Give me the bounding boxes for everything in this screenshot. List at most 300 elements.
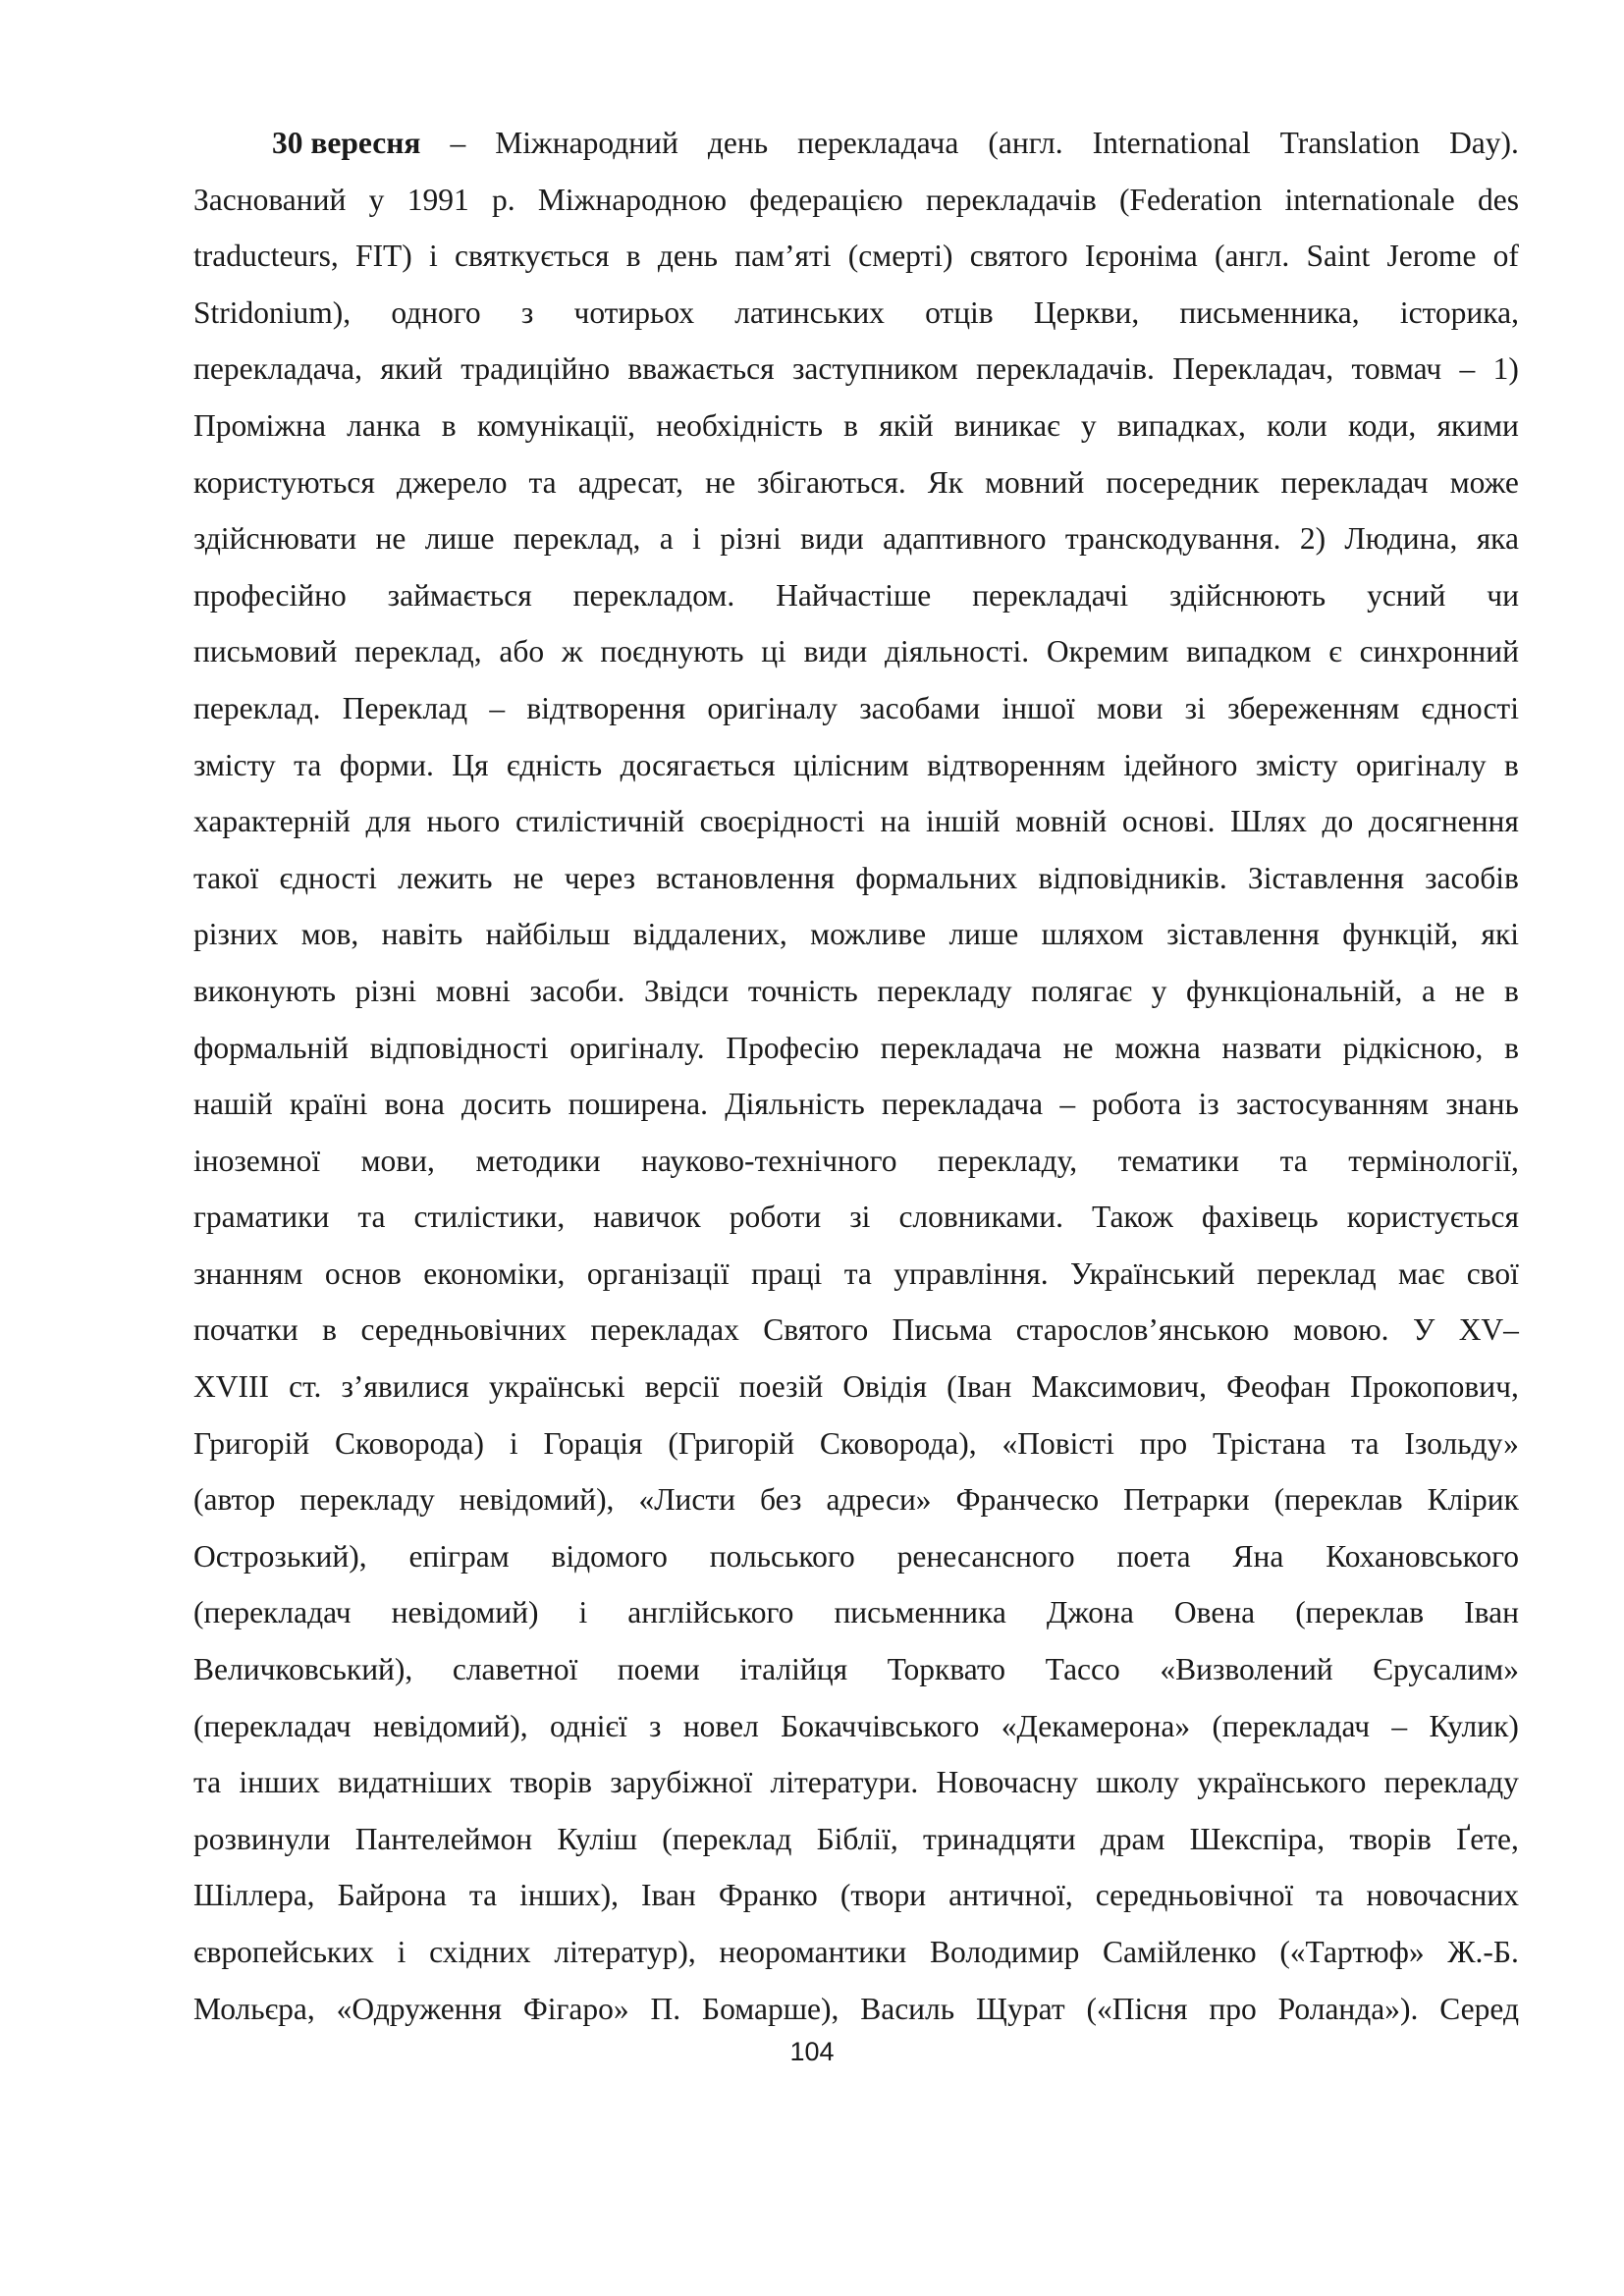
word: засоби. (529, 973, 625, 1008)
word: Іван (1464, 1595, 1519, 1630)
word: чи (1487, 577, 1519, 613)
word: про (1209, 1991, 1257, 2026)
word: італійця (739, 1652, 848, 1687)
word: Ґете, (1456, 1821, 1519, 1856)
word: українські (488, 1369, 625, 1405)
word: школу (1096, 1765, 1179, 1800)
word: поета (1116, 1538, 1191, 1574)
word: такої (193, 860, 259, 895)
text-line (193, 1076, 1519, 1133)
word: Сковорода) (334, 1425, 484, 1461)
text-line (193, 454, 1519, 511)
word: Біблії, (816, 1821, 898, 1856)
word: коли (1267, 407, 1327, 443)
word: здійснюють (1169, 577, 1326, 613)
word: ж (561, 634, 583, 669)
word: засобами (859, 690, 981, 725)
word: перекладачі (972, 577, 1129, 613)
word: (твори (839, 1878, 927, 1913)
word: до (1322, 804, 1354, 839)
word: of (1492, 239, 1519, 274)
body-text (193, 115, 1519, 2037)
word: (перекладач (193, 1708, 352, 1743)
word: (Federation (1119, 182, 1263, 217)
word: традиційно (460, 351, 611, 387)
word: письменника, (1179, 294, 1360, 330)
word: 1) (1492, 351, 1519, 387)
word: навичок (593, 1200, 701, 1235)
word: адресат, (577, 464, 684, 500)
word: Звідси (644, 973, 730, 1008)
word: не (705, 464, 735, 500)
word: переклад. (193, 690, 321, 725)
word: є (1328, 634, 1342, 669)
word: оригіналу (1355, 747, 1487, 782)
word: 2) (1299, 521, 1326, 557)
word: випадком (1186, 634, 1312, 669)
word: перекладачів (925, 182, 1097, 217)
word: найбільш (485, 917, 611, 952)
word: віддалених, (632, 917, 787, 952)
word: Заснований (193, 182, 347, 217)
word: види (803, 634, 868, 669)
word: Святого (763, 1312, 869, 1348)
word: des (1477, 182, 1519, 217)
word: та (843, 1255, 872, 1291)
word: нього (426, 804, 501, 839)
word: федерацією (749, 182, 903, 217)
word: не (375, 521, 406, 557)
word: єдності (279, 860, 377, 895)
word: полягає (1031, 973, 1133, 1008)
word: про (1139, 1425, 1188, 1461)
word: без (760, 1482, 802, 1518)
word: Фігаро» (522, 1991, 629, 2026)
text-line (193, 1811, 1519, 1868)
word: internationale (1284, 182, 1455, 217)
word: (Іван (947, 1369, 1012, 1405)
word: польського (709, 1538, 855, 1574)
word: «Одруження (336, 1991, 502, 2026)
word: застосуванням (1235, 1087, 1430, 1122)
text-line (193, 1981, 1519, 2038)
text-line (193, 341, 1519, 398)
word: граматики (193, 1200, 330, 1235)
word: досить (461, 1087, 552, 1122)
word: та (1316, 1878, 1344, 1913)
word: не (1062, 1030, 1094, 1065)
word: можна (1114, 1030, 1201, 1065)
word: невідомий), (459, 1482, 615, 1518)
word: Шлях (1230, 804, 1307, 839)
word: (автор (193, 1482, 276, 1518)
word: письмовий (193, 634, 338, 669)
word: праці (751, 1255, 823, 1291)
word: поеми (617, 1652, 700, 1687)
word: Окремим (1046, 634, 1169, 669)
word: або (499, 634, 545, 669)
word: займається (387, 577, 532, 613)
word: святого (969, 239, 1068, 274)
text-line (193, 285, 1519, 342)
word: користується (1346, 1200, 1519, 1235)
word: функцій, (1342, 917, 1459, 952)
word: чотирьох (573, 294, 695, 330)
word: Міжнародною (537, 182, 727, 217)
word: нашій (193, 1087, 273, 1122)
date-heading: 30 вересня (272, 126, 421, 160)
word: адреси» (826, 1482, 932, 1518)
word: У (1412, 1312, 1435, 1348)
word: Також (1091, 1200, 1173, 1235)
word: ренесансного (896, 1538, 1075, 1574)
word: Щурат (976, 1991, 1065, 2026)
word: день (707, 126, 769, 160)
word: різних (193, 917, 279, 952)
word: перекладач (1280, 464, 1429, 500)
word: Шекспіра, (1189, 1821, 1326, 1856)
word: тринадцяти (922, 1821, 1076, 1856)
word: зі (849, 1200, 871, 1235)
word: комунікації, (476, 407, 636, 443)
word: змісту (193, 747, 276, 782)
word: форми. (339, 747, 434, 782)
word: інших (239, 1765, 320, 1800)
word: Бомарше), (702, 1991, 839, 2026)
word: може (1449, 464, 1519, 500)
word: для (365, 804, 411, 839)
word: характерній (193, 804, 351, 839)
word: збереженням (1227, 690, 1400, 725)
word: Байрона (337, 1878, 447, 1913)
text-line (193, 1528, 1519, 1585)
word: формальній (193, 1030, 349, 1065)
word: фахівець (1201, 1200, 1319, 1235)
word: можливе (810, 917, 927, 952)
word: «Визволений (1160, 1652, 1333, 1687)
word: Франческо (955, 1482, 1100, 1518)
word: Письма (892, 1312, 993, 1348)
text-line (193, 567, 1519, 624)
word: Джона (1046, 1595, 1134, 1630)
word: у (368, 182, 385, 217)
word: Тассо (1045, 1652, 1120, 1687)
text-line (193, 623, 1519, 680)
word: перекладача, (193, 351, 363, 387)
word: відомого (551, 1538, 668, 1574)
word: ідейного (1123, 747, 1238, 782)
word: Торквато (887, 1652, 1006, 1687)
word: основі. (1121, 804, 1216, 839)
word: оригіналу. (569, 1030, 705, 1065)
word: середньовічної (1095, 1878, 1294, 1913)
word: – (450, 126, 466, 160)
word: ланка (347, 407, 421, 443)
word: види (800, 521, 864, 557)
word: поєднують (600, 634, 744, 669)
word: зіставлення (1166, 917, 1320, 952)
word: Овена (1173, 1595, 1256, 1630)
word: в (625, 239, 641, 274)
word: Найчастіше (776, 577, 932, 613)
word: Іван (641, 1878, 696, 1913)
word: Кулик) (1429, 1708, 1519, 1743)
word: Роланда»). (1277, 1991, 1419, 2026)
word: мовою. (1293, 1312, 1389, 1348)
word: назвати (1221, 1030, 1323, 1065)
word: Максимович, (1031, 1369, 1207, 1405)
word: «Листи (638, 1482, 736, 1518)
word: перекладачів. (976, 351, 1155, 387)
word: транскодування. (1064, 521, 1281, 557)
word: (перекладач (193, 1595, 352, 1630)
word: історика, (1399, 294, 1519, 330)
word: Ця (452, 747, 489, 782)
word: відтворенням (927, 747, 1106, 782)
text-line (193, 850, 1519, 907)
word: отців (925, 294, 994, 330)
word: 1991 (406, 182, 469, 217)
word: неоромантики (719, 1935, 907, 1969)
word: Церкви, (1033, 294, 1140, 330)
word: Єрусалим» (1373, 1652, 1519, 1687)
word: товмач (1351, 351, 1442, 387)
word: Новочасну (936, 1765, 1078, 1800)
word: не (513, 860, 544, 895)
word: шляхом (1041, 917, 1144, 952)
word: (смерті) (847, 239, 953, 274)
word: єдність (506, 747, 603, 782)
word: в (1504, 747, 1519, 782)
text-line (193, 1471, 1519, 1528)
word: випадках, (1116, 407, 1246, 443)
word: перекладу, (938, 1143, 1078, 1178)
word: з (649, 1708, 662, 1743)
word: виникає (953, 407, 1060, 443)
word: в (1504, 973, 1519, 1008)
word: XVIII (193, 1369, 269, 1405)
text-line (193, 1867, 1519, 1924)
word: лише (948, 917, 1019, 952)
word: Day). (1449, 126, 1519, 160)
word: Український (1070, 1255, 1235, 1291)
word: Серед (1439, 1991, 1519, 2026)
word: і (397, 1935, 406, 1969)
word: стилістики, (413, 1200, 566, 1235)
word: рідкісною, (1342, 1030, 1484, 1065)
word: у (1151, 973, 1167, 1008)
word: Stridonium), (193, 294, 352, 330)
word: «Декамерона» (1001, 1708, 1191, 1743)
word: та (528, 464, 557, 500)
word: поширена. (568, 1087, 708, 1122)
word: славетної (452, 1652, 578, 1687)
word: та (1351, 1425, 1380, 1461)
word: іншої (1001, 690, 1075, 725)
text-line (193, 398, 1519, 454)
word: через (564, 860, 636, 895)
text-line (193, 1189, 1519, 1246)
text-line (193, 1359, 1519, 1415)
word: вона (384, 1087, 445, 1122)
word: (перекладач (1212, 1708, 1371, 1743)
word: Ж.-Б. (1447, 1935, 1519, 1969)
text-line (193, 1133, 1519, 1190)
text-line (193, 963, 1519, 1020)
word: FIT) (355, 239, 412, 274)
word: знань (1445, 1087, 1519, 1122)
word: і (509, 1425, 518, 1461)
word: робота (1092, 1087, 1182, 1122)
text-line (193, 1302, 1519, 1359)
word: Петрарки (1123, 1482, 1250, 1518)
word: новочасних (1366, 1878, 1519, 1913)
word: латинських (734, 294, 885, 330)
word: поезій (738, 1369, 824, 1405)
word: Проміжна (193, 407, 326, 443)
word: різні (354, 973, 417, 1008)
word: та (294, 747, 322, 782)
word: не (1454, 973, 1486, 1008)
word: адаптивного (883, 521, 1047, 557)
word: – (489, 690, 506, 725)
word: Горація (543, 1425, 643, 1461)
word: та (1279, 1143, 1308, 1178)
word: відповідності (369, 1030, 549, 1065)
word: оригіналу (707, 690, 838, 725)
word: якій (879, 407, 934, 443)
word: відтворення (526, 690, 686, 725)
word: якими (1436, 407, 1519, 443)
word: епіграм (408, 1538, 510, 1574)
word: перекладах (590, 1312, 739, 1348)
word: Мольєра, (193, 1991, 315, 2026)
word: (англ. (988, 126, 1063, 160)
word: формальних (855, 860, 1018, 895)
word: переклад, (354, 634, 482, 669)
word: (переклад (662, 1821, 792, 1856)
word: перекладача (881, 1087, 1044, 1122)
word: розвинули (193, 1821, 331, 1856)
word: східних (429, 1935, 531, 1969)
word: (англ. (1214, 239, 1290, 274)
word: які (1481, 917, 1519, 952)
word: мови (1097, 690, 1164, 725)
word: Яна (1232, 1538, 1284, 1574)
word: в (322, 1312, 338, 1348)
word: в (441, 407, 457, 443)
word: професійно (193, 577, 347, 613)
word: Самійленко (1103, 1935, 1257, 1969)
word: діяльності. (884, 634, 1030, 669)
word: а (1422, 973, 1435, 1008)
word: і (429, 239, 438, 274)
word: і (692, 521, 701, 557)
word: Феофан (1226, 1369, 1330, 1405)
word: іншій (926, 804, 1001, 839)
word: посередник (1106, 464, 1260, 500)
text-line (193, 1584, 1519, 1641)
word: Професію (726, 1030, 860, 1065)
text-line (193, 1020, 1519, 1077)
word: термінології, (1348, 1143, 1519, 1178)
text-line (193, 1415, 1519, 1472)
text-line (193, 1641, 1519, 1698)
text-line (193, 1924, 1519, 1981)
word: змісту (1255, 747, 1338, 782)
word: середньовічних (360, 1312, 568, 1348)
word: Ізольду» (1404, 1425, 1519, 1461)
word: Прокопович, (1350, 1369, 1519, 1405)
word: тематики (1117, 1143, 1240, 1178)
word: Людина, (1344, 521, 1458, 557)
word: коди, (1347, 407, 1417, 443)
word: святкується (455, 239, 610, 274)
word: має (1398, 1255, 1445, 1291)
word: мовній (1015, 804, 1108, 839)
text-line (193, 1754, 1519, 1811)
word: драм (1100, 1821, 1165, 1856)
word: літератур), (554, 1935, 696, 1969)
word: ці (761, 634, 786, 669)
word: одного (391, 294, 481, 330)
word: Василь (860, 1991, 955, 2026)
text-line (193, 1246, 1519, 1303)
word: англійського (627, 1595, 794, 1630)
word: «Повісті (1001, 1425, 1114, 1461)
word: організації (586, 1255, 730, 1291)
word: однієї (549, 1708, 627, 1743)
word: Переклад (342, 690, 468, 725)
word: невідомий), (372, 1708, 528, 1743)
word: знанням (193, 1255, 303, 1291)
word: джерело (396, 464, 508, 500)
word: («Тартюф» (1279, 1935, 1425, 1969)
word: здійснювати (193, 521, 357, 557)
word: старослов’янською (1015, 1312, 1270, 1348)
word: засобів (1425, 860, 1519, 895)
word: Григорій (193, 1425, 310, 1461)
word: (переклав (1295, 1595, 1425, 1630)
word: перекладу (1383, 1765, 1519, 1800)
word: переклад (1257, 1255, 1377, 1291)
text-line (193, 906, 1519, 963)
word: словниками. (898, 1200, 1063, 1235)
word: («Пісня (1086, 1991, 1188, 2026)
word: а (659, 521, 674, 557)
word: свої (1466, 1255, 1519, 1291)
word: та (468, 1878, 498, 1913)
word: та (357, 1200, 386, 1235)
word: р. (491, 182, 515, 217)
word: Шіллера, (193, 1878, 315, 1913)
word: (переклав (1273, 1482, 1403, 1518)
word: Зіставлення (1247, 860, 1404, 895)
word: управління. (893, 1255, 1049, 1291)
word: перекладу (299, 1482, 435, 1518)
word: XV– (1458, 1312, 1519, 1348)
word: іноземної (193, 1143, 321, 1178)
word: функціональній, (1185, 973, 1403, 1008)
word: відповідників. (1038, 860, 1227, 895)
word: International (1092, 126, 1251, 160)
word: перекладача (797, 126, 959, 160)
text-line (193, 228, 1519, 285)
word: роботи (729, 1200, 822, 1235)
word: – (1059, 1087, 1076, 1122)
word: Володимир (929, 1935, 1080, 1969)
word: Кохановського (1326, 1538, 1519, 1574)
